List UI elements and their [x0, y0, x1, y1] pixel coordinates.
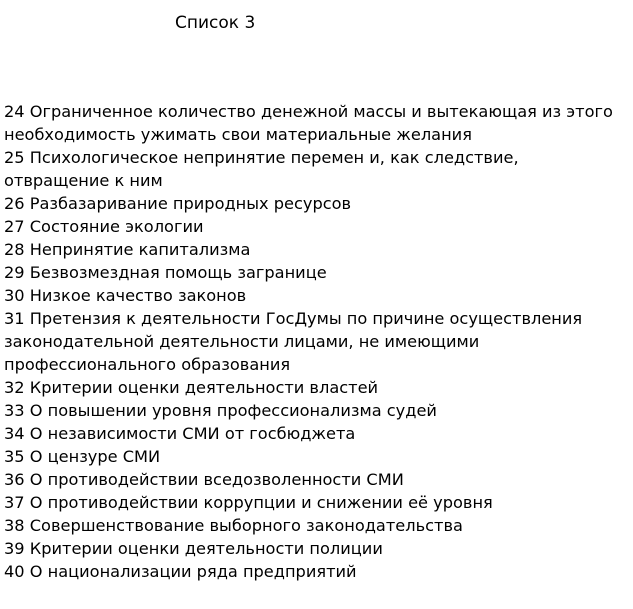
list-item: 27 Состояние экологии — [4, 217, 204, 236]
list-item: 40 О национализации ряда предприятий — [4, 562, 357, 581]
list-item: 31 Претензия к деятельности ГосДумы по причине осуществления — [4, 309, 583, 328]
list-item: 28 Непринятие капитализма — [4, 240, 251, 259]
list-item: 37 О противодействии коррупции и снижении её уровня — [4, 493, 493, 512]
list-item: 32 Критерии оценки деятельности властей — [4, 378, 379, 397]
list-item: 24 Ограниченное количество денежной массы и вытекающая из этого — [4, 102, 613, 121]
list-item: 33 О повышении уровня профессионализма судей — [4, 401, 437, 420]
page-title: Список 3 — [175, 13, 256, 33]
list-item: 36 О противодействии вседозволенности СМИ — [4, 470, 404, 489]
list-item: 30 Низкое качество законов — [4, 286, 247, 305]
list-item: законодательной деятельности лицами, не имеющими — [4, 332, 480, 351]
list-item: 35 О цензуре СМИ — [4, 447, 161, 466]
list-item: 25 Психологическое непринятие перемен и, как следствие, — [4, 148, 519, 167]
list-item: 38 Совершенствование выборного законодательства — [4, 516, 463, 535]
list-item: 39 Критерии оценки деятельности полиции — [4, 539, 383, 558]
list-item: отвращение к ним — [4, 171, 163, 190]
list-item: необходимость ужимать свои материальные желания — [4, 125, 472, 144]
list-item: 29 Безвозмездная помощь загранице — [4, 263, 327, 282]
list-item: 34 О независимости СМИ от госбюджета — [4, 424, 356, 443]
list-item: 26 Разбазаривание природных ресурсов — [4, 194, 352, 213]
topic-list — [4, 100, 630, 583]
list-item: профессионального образования — [4, 355, 291, 374]
